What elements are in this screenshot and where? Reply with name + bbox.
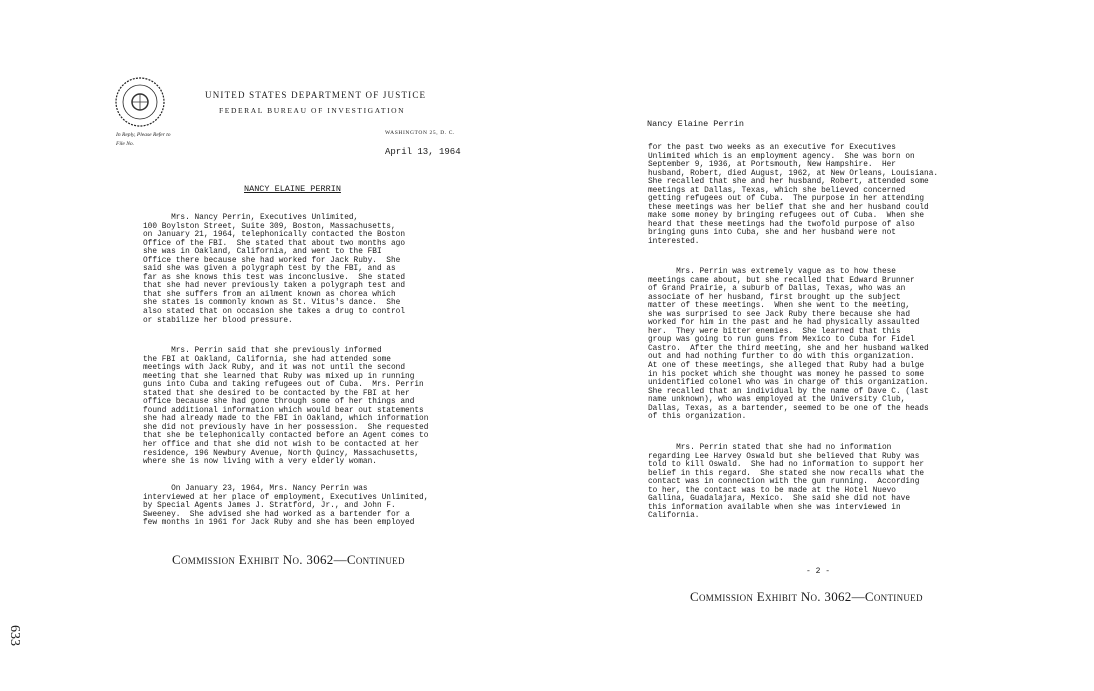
reply-reference (116, 131, 171, 149)
page1-paragraph-1: Mrs. Nancy Perrin, Executives Unlimited, 100 Boylston Street, Suite 309, Boston, Massachusetts, on January 21, 1964, telephonically contacted the Boston Office of the FBI. She stated that about two months ago she was in Oakland, California, and went to the FBI Office there because she had worked for Jack Ruby. She said she was given a polygraph test by the FBI, and as far as she knows this test was inconclusive. She stated that she had never previously taken a polygraph test and that she suffers from an ailment known as chorea which she states is commonly known as St. Vitus's dance. She also stated that on occasion she takes a drug to control or stabilize her blood pressure. (143, 214, 406, 325)
page1-paragraph-3: On January 23, 1964, Mrs. Nancy Perrin was interviewed at her place of employment, Executives Unlimited, by Special Agents James J. Stratford, Jr., and John F. Sweeney. She advised she had worked as a bartender for a few months in 1961 for Jack Ruby and she has been employed (143, 485, 429, 528)
page2-paragraph-2: Mrs. Perrin was extremely vague as to how these meetings came about, but she recalled that Edward Brunner of Grand Prairie, a suburb of Dallas, Texas, who was an associate of her husband, first brought up the subject matter of these meetings. When she went to the meeting, she was surprised to see Jack Ruby there because she had worked for him in the past and he had physically assaulted her. They were bitter enemies. She learned that this group was going to run guns from Mexico to Cuba for Fidel Castro. After the third meeting, she and her husband walked out and had nothing further to do with this organization. At one of these meetings, she alleged that Ruby had a bulge in his pocket which she thought was money he passed to some unidentified colonel who was in charge of this organization. She recalled that an individual by the name of Dave C. (last name unknown), who was employed at the University Club, Dallas, Texas, as a bartender, seemed to be one of the heads of this organization. (648, 268, 929, 422)
exhibit-caption-left: Commission Exhibit No. 3062—Continued (172, 552, 405, 567)
page2-name-header: Nancy Elaine Perrin (647, 119, 744, 129)
location-line: WASHINGTON 25, D. C. (385, 130, 455, 136)
bureau-title: FEDERAL BUREAU OF INVESTIGATION (219, 106, 406, 115)
letter-date: April 13, 1964 (385, 147, 461, 157)
page2-paragraph-3: Mrs. Perrin stated that she had no information regarding Lee Harvey Oswald but she believed that Ruby was told to kill Oswald. She had no information to support her belief in this regard. She stated she now recalls what the contact was in connection with the gun running. According to her, the contact was to be made at the Hotel Nuevo Gallina, Guadalajara, Mexico. She said she did not have this information available when she was interviewed in California. (648, 444, 925, 521)
page2-number: - 2 - (806, 567, 831, 576)
page2-paragraph-1: for the past two weeks as an executive for Executives Unlimited which is an employment agency. She was born on September 9, 1936, at Portsmouth, New Hampshire. Her husband, Robert, died August, 1962, at New Orleans, Louisiana. She recalled that she and her husband, Robert, attended some meetings at Dallas, Texas, which she believed concerned getting refugees out of Cuba. The purpose in her attending these meetings was her belief that she and her husband could make some money by bringing refugees out of Cuba. When she heard that these meetings had the twofold purpose of also bringing guns into Cuba, she and her husband were not interested. (648, 144, 939, 247)
subject-heading: NANCY ELAINE PERRIN (244, 184, 341, 194)
page1-paragraph-2: Mrs. Perrin said that she previously informed the FBI at Oakland, California, she had attended some meetings with Jack Ruby, and it was not until the second meeting that she learned that Ruby was mixed up in running guns into Cuba and taking refugees out of Cuba. Mrs. Perrin stated that she desired to be contacted by the FBI at her office because she had gone through some of her things and found additional information which would bear out statements she had already made to the FBI in Oakland, which information she did not previously have in her possession. She requested that she be telephonically contacted before an Agent comes to her office and that she did not wish to be contacted at her residence, 196 Newbury Avenue, North Quincy, Massachusetts, where she is now living with a very elderly woman. (143, 347, 429, 467)
reply-line-2: File No. (116, 141, 135, 147)
margin-page-number: 633 (7, 625, 22, 646)
doj-seal-icon (114, 76, 166, 128)
reply-line-1: In Reply, Please Refer to (116, 132, 171, 138)
exhibit-caption-right: Commission Exhibit No. 3062—Continued (690, 589, 923, 604)
department-title: UNITED STATES DEPARTMENT OF JUSTICE (205, 90, 427, 100)
